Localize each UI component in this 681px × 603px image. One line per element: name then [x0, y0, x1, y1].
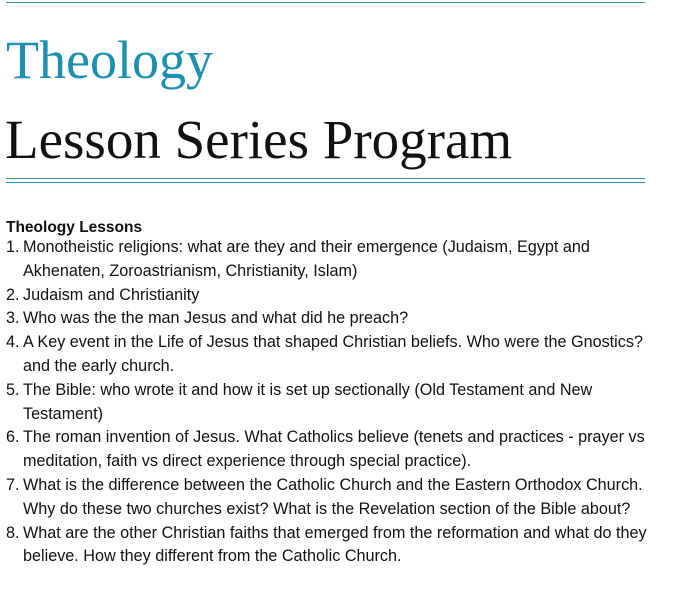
lesson-number: 4.	[6, 333, 20, 352]
title-divider	[6, 178, 645, 183]
lesson-number: 8.	[6, 523, 20, 542]
lesson-text: What is the difference between the Catholic Church and the Eastern Orthodox Church. Why do these two churches exist? What is the Revelation section of the Bible about?	[23, 475, 643, 518]
top-divider	[6, 2, 645, 3]
lesson-item-2	[6, 284, 656, 308]
page-title-theology: Theology	[6, 30, 213, 90]
lesson-text: What are the other Christian faiths that emerged from the reformation and what do they believe. How they different from the Catholic Church.	[23, 523, 647, 566]
lesson-item-5	[6, 379, 656, 427]
lesson-item-6	[6, 426, 656, 474]
lesson-item-3	[6, 307, 656, 331]
lesson-number: 6.	[6, 428, 20, 447]
lesson-text: Monotheistic religions: what are they and their emergence (Judaism, Egypt and Akhenaten, Zoroastrianism, Christianity, Islam)	[23, 238, 590, 280]
lesson-number: 5.	[6, 380, 20, 399]
lesson-text: The roman invention of Jesus. What Catholics believe (tenets and practices - prayer vs meditation, faith vs direct experience through special practice).	[23, 428, 645, 471]
lesson-number: 1.	[6, 238, 20, 256]
lesson-item-1	[6, 236, 656, 284]
lesson-number: 2.	[6, 285, 20, 304]
lesson-text: A Key event in the Life of Jesus that shaped Christian beliefs. Who were the Gnostics? and the early church.	[23, 333, 643, 375]
lesson-item-8	[6, 522, 656, 570]
lesson-text: Who was the the man Jesus and what did he preach?	[23, 309, 409, 328]
lesson-number: 7.	[6, 475, 20, 494]
page-subtitle: Lesson Series Program	[5, 109, 513, 170]
section-heading: Theology Lessons	[6, 219, 143, 236]
lesson-list	[6, 236, 656, 569]
lesson-item-4	[6, 331, 656, 379]
lesson-text: Judaism and Christianity	[23, 285, 200, 304]
lesson-text: The Bible: who wrote it and how it is set up sectionally (Old Testament and New Testament)	[23, 380, 593, 423]
lesson-number: 3.	[6, 309, 20, 328]
lesson-item-7	[6, 474, 656, 522]
